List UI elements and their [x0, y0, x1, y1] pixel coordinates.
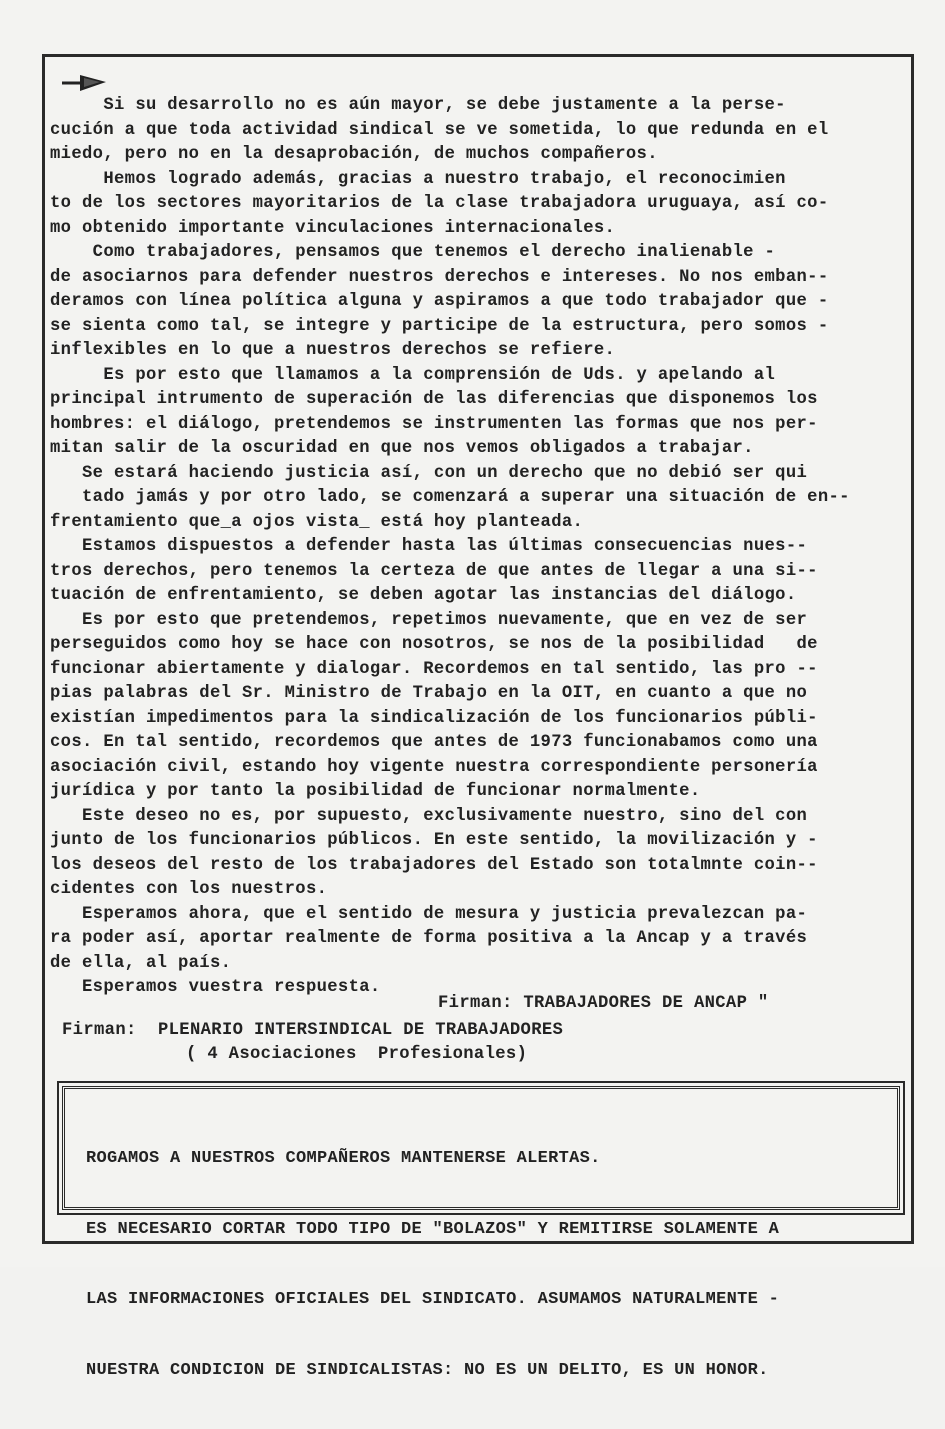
body-line: tuación de enfrentamiento, se deben agotar las instancias del diálogo.: [50, 586, 797, 605]
body-line: existían impedimentos para la sindicalización de los funcionarios públi-: [50, 708, 818, 728]
body-line: perseguidos como hoy se hace con nosotros, se nos de la posibilidad de: [50, 635, 818, 654]
body-line: mo obtenido importante vinculaciones internacionales.: [50, 218, 616, 238]
body-line: cidentes con los nuestros.: [50, 880, 328, 899]
body-line: Este deseo no es, por supuesto, exclusivamente nuestro, sino del con: [50, 806, 808, 826]
body-line: jurídica y por tanto la posibilidad de funcionar normalmente.: [50, 782, 701, 801]
body-line: Hemos logrado además, gracias a nuestro trabajo, el reconocimien: [50, 169, 786, 189]
notice-line: ROGAMOS A NUESTROS COMPAÑEROS MANTENERSE ALERTAS.: [86, 1149, 601, 1168]
notice-text: [86, 1100, 779, 1429]
body-line: hombres: el diálogo, pretendemos se instrumenten las formas que nos per-: [50, 414, 818, 434]
body-line: Es por esto que llamamos a la comprensión de Uds. y apelando al: [50, 365, 776, 385]
body-line: ra poder así, aportar realmente de forma positiva a la Ancap y a través: [50, 929, 808, 948]
body-line: principal intrumento de superación de las diferencias que disponemos los: [50, 390, 818, 409]
notice-line: LAS INFORMACIONES OFICIALES DEL SINDICATO. ASUMAMOS NATURALMENTE -: [86, 1290, 780, 1309]
body-line: deramos con línea política alguna y aspiramos a que todo trabajador que -: [50, 292, 829, 311]
body-line: Esperamos ahora, que el sentido de mesura y justicia prevalezcan pa-: [50, 904, 808, 924]
body-line: los deseos del resto de los trabajadores del Estado son totalmnte coin--: [50, 855, 818, 875]
body-line: mitan salir de la oscuridad en que nos vemos obligados a trabajar.: [50, 439, 754, 458]
pointing-hand-arrow-icon: [60, 70, 110, 96]
body-line: junto de los funcionarios públicos. En este sentido, la movilización y -: [50, 831, 818, 850]
body-line: to de los sectores mayoritarios de la clase trabajadora uruguaya, así co-: [50, 194, 829, 213]
body-line: se sienta como tal, se integre y participe de la estructura, pero somos -: [50, 316, 829, 336]
signature-asociaciones-note: ( 4 Asociaciones Profesionales): [186, 1045, 528, 1064]
body-line: asociación civil, estando hoy vigente nuestra correspondiente personería: [50, 757, 818, 777]
body-line: tado jamás y por otro lado, se comenzará a superar una situación de en--: [50, 488, 850, 507]
body-line: de ella, al país.: [50, 953, 232, 973]
body-line: Como trabajadores, pensamos que tenemos el derecho inalienable -: [50, 243, 776, 262]
signature-trabajadores-ancap: Firman: TRABAJADORES DE ANCAP ": [438, 994, 769, 1013]
body-line: funcionar abiertamente y dialogar. Recordemos en tal sentido, las pro --: [50, 659, 818, 679]
body-line: Si su desarrollo no es aún mayor, se debe justamente a la perse-: [50, 96, 786, 115]
notice-line: ES NECESARIO CORTAR TODO TIPO DE "BOLAZOS" Y REMITIRSE SOLAMENTE A: [86, 1219, 780, 1239]
signature-plenario-intersindical: Firman: PLENARIO INTERSINDICAL DE TRABAJADORES: [62, 1021, 564, 1040]
body-line: Se estará haciendo justicia así, con un derecho que no debió ser qui: [50, 463, 808, 483]
notice-line: NUESTRA CONDICION DE SINDICALISTAS: NO ES UN DELITO, ES UN HONOR.: [86, 1360, 769, 1380]
body-line: Estamos dispuestos a defender hasta las últimas consecuencias nues--: [50, 537, 808, 556]
body-line: frentamiento que_a ojos vista_ está hoy planteada.: [50, 512, 584, 532]
letter-body: [50, 94, 910, 1001]
body-line: Es por esto que pretendemos, repetimos nuevamente, que en vez de ser: [50, 610, 808, 630]
body-line: de asociarnos para defender nuestros derechos e intereses. No nos emban--: [50, 267, 829, 287]
body-line: tros derechos, pero tenemos la certeza de que antes de llegar a una si--: [50, 561, 818, 581]
body-line: cución a que toda actividad sindical se ve sometida, lo que redunda en el: [50, 120, 829, 140]
body-line: cos. En tal sentido, recordemos que antes de 1973 funcionabamos como una: [50, 733, 818, 752]
body-line: pias palabras del Sr. Ministro de Trabajo en la OIT, en cuanto a que no: [50, 684, 808, 703]
body-line: Esperamos vuestra respuesta.: [50, 978, 381, 997]
body-line: miedo, pero no en la desaprobación, de muchos compañeros.: [50, 145, 658, 164]
body-line: inflexibles en lo que a nuestros derechos se refiere.: [50, 341, 616, 360]
